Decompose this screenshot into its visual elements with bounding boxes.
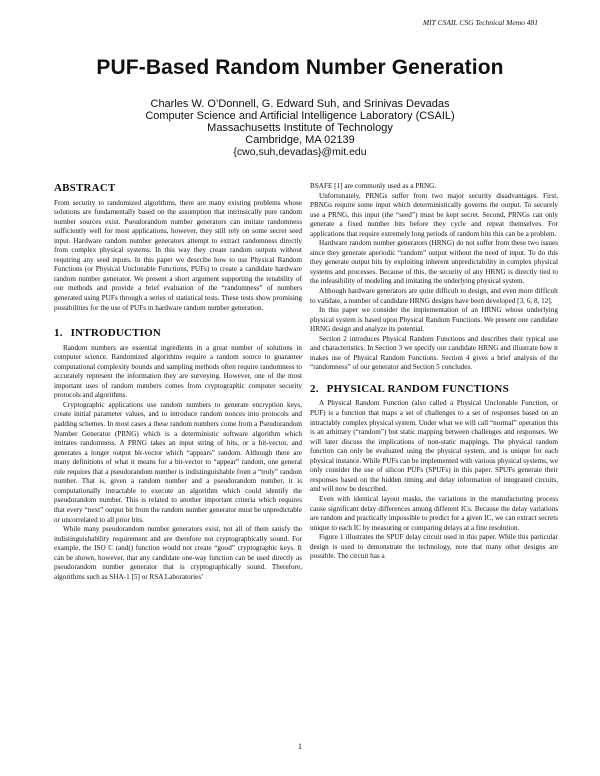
right-column [310, 182, 558, 562]
paragraph: Hardware random number generators (HRNG) do not suffer from these two issues since they generate aperiodic “random” output without the need of input. To do this they generate output bits by exploiting inherent unpredictability in complex physical systems and processes. Because of this, the security of any HRNG is directly tied to the infeasibility of modeling and imitating the underlying physical system. [310, 239, 558, 286]
memo-header: MIT CSAIL CSG Technical Memo 481 [422, 18, 538, 27]
paragraph: Section 2 introduces Physical Random Functions and describes their typical use and characteristics. In Section 3 we specify our candidate HRNG and illustrate how it makes use of Physical Random Functions. Section 4 gives a brief analysis of the “randomness” of our generator and Section 5 concludes. [310, 334, 558, 372]
author-emails: {cwo,suh,devadas}@mit.edu [233, 146, 367, 158]
author-lab: Computer Science and Artificial Intelligence Laboratory (CSAIL) [145, 110, 455, 122]
paragraph: While many pseudorandom number generators exist, not all of them satisfy the indistinguishability requirement and are therefore not cryptographically sound. For example, the ISO C rand() function would not create “good” cryptographic keys. It can be shown, however, that any candidate one-way function can be used directly as pseudorandom number generator that is cryptographically sound. Therefore, algorithms such as SHA-1 [5] or RSA Laboratories’ [54, 525, 302, 581]
author-city: Cambridge, MA 02139 [245, 134, 355, 146]
section-heading-introduction: 1. INTRODUCTION [54, 327, 162, 340]
paragraph: Unfortunately, PRNGs suffer from two major security disadvantages. First, PRNGs require some input which deterministically governs the output. To securely use a PRNG, this input (the “seed”) must be kept secret. Second, PRNGs can only generate a fixed number bits before they cycle and repeat themselves. For applications that require extremely long periods of random bits this can be a problem. [310, 191, 558, 238]
paper-title: PUF-Based Random Number Generation [96, 56, 504, 79]
paragraph: In this paper we consider the implementation of an HRNG whose underlying physical system is based upon Physical Random Functions. We present one candidate HRNG design and analyze its potential. [310, 306, 558, 334]
paragraph: Even with identical layout masks, the variations in the manufacturing process cause significant delay differences among different ICs. Because the delay variations are random and practically impossible to predict for a given IC, we can extract secrets unique to each IC by measuring or comparing delays at a fine resolution. [310, 494, 558, 532]
left-column [54, 184, 302, 582]
paragraph: Figure 1 illustrates the SPUF delay circuit used in this paper. While this particular design is used to demonstrate the technology, note that many other designs are possible. The circuit has a [310, 533, 558, 561]
paragraph: A Physical Random Function (also called a Physical Unclonable Function, or PUF) is a function that maps a set of challenges to a set of responses based on an intractably complex physical system. Under what we will call “normal” operation this is an arbitrary (“random”) but static mapping between challenges and responses. We will later discuss the implications of non-static mappings. The physical random function can only be evaluated using the physical system, and is unique for each physical instance. While PUFs can be implemented with various physical systems, we only consider the use of silicon PUFs (SPUFs) in this paper. SPUFs generate their responses based on the hidden timing and delay information of integrated circuits, and will now be described. [310, 399, 558, 494]
author-names: Charles W. O’Donnell, G. Edward Suh, and Srinivas Devadas [150, 98, 450, 110]
paragraph: Cryptographic applications use random numbers to generate encryption keys, create initial parameter values, and to introduce random nonces into protocols and padding schemes. In most cases a these random numbers come from a Pseudorandom Number Generator (PRNG) which is a deterministic software algorithm which imitates randomness. A PRNG takes an input string of bits, or a bit-vector, and generates a longer output bit-vector which “appears” random. Although there are many definitions of what it means for a bit-vector to “appear” random, one general rule requires that a pseudorandom number is indistinguishable from a “truly” random number. That is, given a random number and a pseudorandom number, it is computationally intractable to execute an algorithm which could identify the pseudorandom number. This is related to another important criteria which requires that every “next” output bit from the random number generator must be unpredictable or uncorrelated to all prior bits. [54, 400, 302, 524]
abstract-heading: ABSTRACT [54, 182, 116, 194]
page-number: 1 [298, 742, 302, 751]
abstract-text: From security to randomized algorithms, there are many existing problems whose solutions are fundamentally based on the assumption that intrinsically pure random number sources exist. Pseudorandom number generators can imitate randomness sufficiently well for most applications, however, they still rely on some secret seed input. Hardware random number generators attempt to extract randomness directly from complex physical systems. In this way they create random outputs without requiring any seed inputs. In this paper we describe how to use Physical Random Functions (or Physical Unclonable Functions, PUFs) to create a candidate hardware random number generator. We present a short argument supporting the tenability of our methods and provide a brief evaluation of the “randomness” of numbers generated using PUFs through a series of statistical tests. These tests show promising possibilities for the use of PUFs in hardware random number generation. [54, 198, 302, 312]
section-heading-physical-random-functions: 2. PHYSICAL RANDOM FUNCTIONS [310, 382, 509, 395]
author-block [0, 98, 600, 158]
paragraph: BSAFE [1] are commonly used as a PRNG. [310, 182, 437, 190]
paragraph: Random numbers are essential ingredients in a great number of solutions in computer science. Randomized algorithms require a random source to guarantee computational complexity bounds and sampling methods often require randomness to accurately represent the information they are surveying. However, one of the most important uses of random numbers comes from cryptographic computer security protocols and algorithms. [54, 343, 302, 400]
author-institute: Massachusetts Institute of Technology [207, 122, 393, 134]
paragraph: Although hardware generators are quite difficult to design, and even more difficult to validate, a number of candidate HRNG designs have been developed [3, 6, 8, 12]. [310, 287, 558, 305]
